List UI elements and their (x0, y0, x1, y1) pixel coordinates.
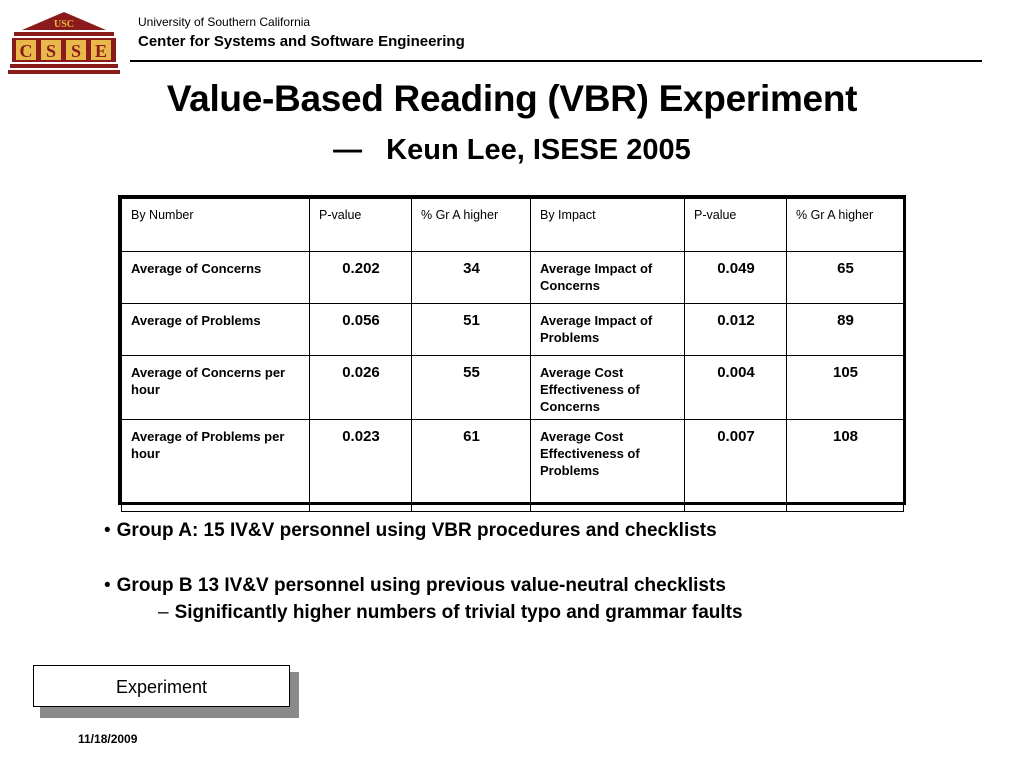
bullet-marker: • (104, 520, 111, 541)
percent-cell: 55 (412, 356, 531, 420)
org-university: University of Southern California (138, 15, 311, 29)
svg-text:USC: USC (53, 19, 75, 30)
p-value-cell: 0.026 (310, 356, 412, 420)
metric-label: Average of Concerns (122, 252, 310, 304)
sub-bullet-marker: – (158, 602, 169, 623)
slide-subtitle (0, 134, 1024, 167)
bullet-group-a (104, 520, 717, 542)
subtitle-dash: — (333, 134, 363, 166)
percent-cell: 65 (787, 252, 904, 304)
percent-cell: 51 (412, 304, 531, 356)
bullet-text: Significantly higher numbers of trivial typo and grammar faults (174, 602, 743, 623)
table-row (122, 252, 904, 304)
percent-cell: 34 (412, 252, 531, 304)
org-center: Center for Systems and Software Engineering (138, 33, 465, 50)
header-cell: By Number (122, 199, 310, 252)
bullet-text: Group A: 15 IV&V personnel using VBR procedures and checklists (116, 520, 717, 541)
svg-text:E: E (94, 41, 108, 61)
percent-cell: 61 (412, 420, 531, 512)
metric-label: Average Cost Effectiveness of Problems (531, 420, 685, 512)
bullet-text: Group B 13 IV&V personnel using previous value-neutral checklists (116, 575, 726, 596)
p-value-cell: 0.012 (685, 304, 787, 356)
header-cell: By Impact (531, 199, 685, 252)
bullet-group-b (104, 575, 726, 597)
svg-text:S: S (45, 41, 57, 61)
percent-cell: 89 (787, 304, 904, 356)
metric-label: Average of Concerns per hour (122, 356, 310, 420)
subtitle-text: Keun Lee, ISESE 2005 (386, 134, 691, 166)
p-value-cell: 0.023 (310, 420, 412, 512)
header-divider (130, 60, 982, 62)
metric-label: Average of Problems per hour (122, 420, 310, 512)
table-row (122, 304, 904, 356)
percent-cell: 108 (787, 420, 904, 512)
metric-label: Average of Problems (122, 304, 310, 356)
svg-text:C: C (19, 41, 33, 61)
bullet-marker: • (104, 575, 111, 596)
svg-text:S: S (70, 41, 82, 61)
table-row (122, 420, 904, 512)
metric-label: Average Impact of Concerns (531, 252, 685, 304)
p-value-cell: 0.007 (685, 420, 787, 512)
table-row (122, 356, 904, 420)
percent-cell: 105 (787, 356, 904, 420)
header-cell: % Gr A higher (412, 199, 531, 252)
csse-logo (8, 12, 120, 74)
section-label: Experiment (33, 665, 290, 707)
bullet-group-b-sub (158, 602, 743, 624)
metric-label: Average Impact of Problems (531, 304, 685, 356)
metric-label: Average Cost Effectiveness of Concerns (531, 356, 685, 420)
slide-title: Value-Based Reading (VBR) Experiment (166, 78, 858, 119)
p-value-cell: 0.004 (685, 356, 787, 420)
p-value-cell: 0.202 (310, 252, 412, 304)
table-header-row (122, 199, 904, 252)
header-cell: P-value (685, 199, 787, 252)
results-table (118, 195, 906, 505)
p-value-cell: 0.056 (310, 304, 412, 356)
header-cell: P-value (310, 199, 412, 252)
p-value-cell: 0.049 (685, 252, 787, 304)
slide-date: 11/18/2009 (78, 732, 138, 746)
header-cell: % Gr A higher (787, 199, 904, 252)
